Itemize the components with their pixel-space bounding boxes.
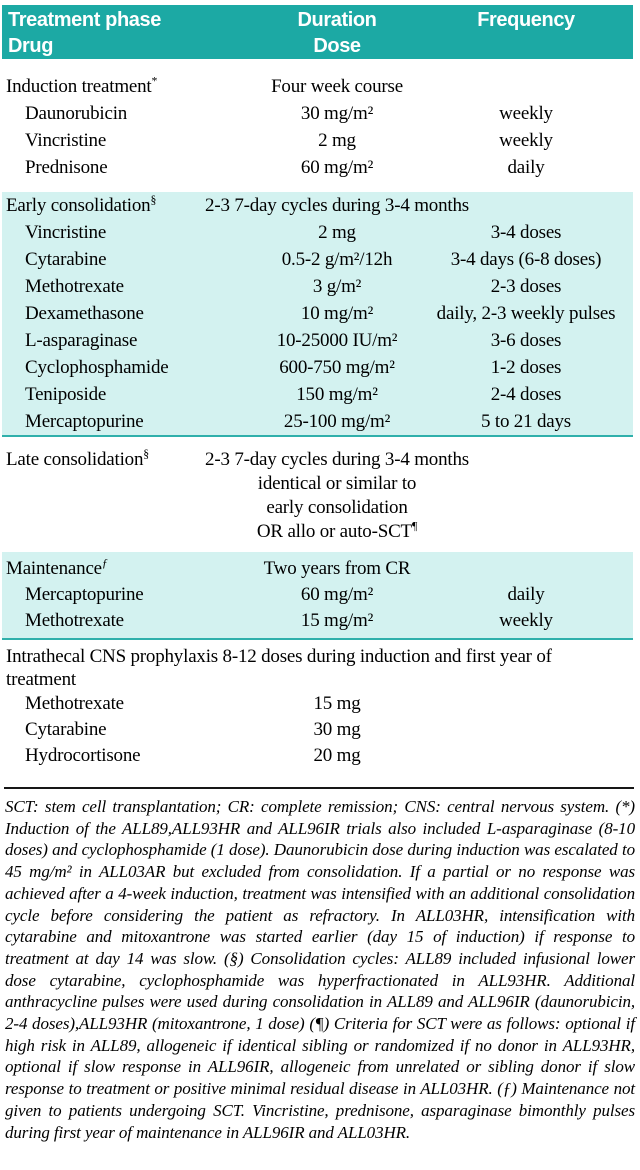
header-duration-label: Duration — [297, 9, 377, 31]
table-row — [2, 246, 633, 273]
frequency-value: 2-3 doses — [490, 276, 562, 297]
section-title — [6, 192, 156, 219]
frequency-value: 2-4 doses — [490, 384, 562, 405]
drug-name: L-asparaginase — [25, 330, 138, 351]
frequency-value: daily — [507, 584, 545, 605]
footnote-marker-f: ƒ — [101, 556, 108, 570]
table-row — [2, 381, 633, 408]
duration-line: early consolidation — [266, 497, 408, 518]
frequency-value: 3-4 doses — [490, 222, 562, 243]
section-late-consolidation — [2, 448, 633, 544]
table-row — [2, 219, 633, 246]
header-col3 — [412, 7, 640, 33]
header-treatment-phase-label: Treatment phase — [8, 9, 161, 31]
dose-value: 10 mg/m² — [300, 303, 374, 324]
footnote-text: SCT: stem cell transplantation; CR: complete remission; CNS: central nervous system. (*) Induction of the ALL89,ALL93HR and ALL96IR trials also included L-asparaginase (8-10 doses) and cyclophosphamide (1 dose). Daunorubicin dose during induction was escalated to 45 mg/m² in ALL03AR but excluded from consolidation. If a partial or no response was achieved after a 4-week induction, treatment was intensified with an additional consolidation cycle before considering the patient as refractory. In ALL03HR, intensification with cytarabine and mitoxantrone was started earlier (day 15 of induction) if response to treatment at day 14 was slow. (§) Consolidation cycles: ALL89 included infusional lower dose cytarabine, cyclophosphamide was hyperfractionated in ALL93HR. Additional anthracycline pulses were used during consolidation in ALL89 and ALL96IR (daunorubicin, 2-4 doses),ALL93HR (mitoxantrone, 1 dose) (¶) Criteria for SCT were as follows: optional if high risk in ALL89, allogeneic if identical sibling or randomized if no donor in ALL93HR, optional if slow response in ALL96IR, allogeneic from unrelated or sibling donor if slow response to treatment or positive minimal residual disease in ALL03HR. (ƒ) Maintenance not given to patients undergoing SCT. Vincristine, prednisone, asparaginase bimonthly pulses during first year of maintenance in ALL96IR and ALL03HR. — [5, 797, 635, 1142]
dose-value: 2 mg — [318, 222, 356, 243]
frequency-value: 5 to 21 days — [481, 411, 571, 432]
drug-name: Teniposide — [25, 384, 107, 405]
dose-value: 10-25000 IU/m² — [276, 330, 398, 351]
drug-name: Methotrexate — [25, 693, 124, 714]
section-induction — [2, 73, 633, 181]
drug-name: Cytarabine — [25, 719, 107, 740]
drug-name: Methotrexate — [25, 610, 124, 631]
table-row — [2, 100, 633, 127]
frequency-value: weekly — [499, 130, 553, 151]
header-col1 — [8, 7, 161, 59]
table-row — [2, 127, 633, 154]
drug-name: Mercaptopurine — [25, 411, 144, 432]
header-frequency-label: Frequency — [477, 9, 575, 31]
table-row — [2, 743, 633, 769]
section-title-row — [2, 192, 633, 219]
duration-line: identical or similar to — [257, 473, 417, 494]
drug-name: Vincristine — [25, 222, 107, 243]
header-drug-label: Drug — [8, 35, 54, 57]
drug-name: Cytarabine — [25, 249, 107, 270]
footnote-marker-asterisk: * — [151, 74, 158, 88]
table-row — [2, 300, 633, 327]
footnote-separator-rule — [4, 787, 634, 789]
dose-value: 25-100 mg/m² — [283, 411, 391, 432]
section-title-row — [2, 556, 633, 582]
header-dose-label: Dose — [313, 35, 361, 57]
duration-line — [182, 520, 492, 544]
section-title: Intrathecal CNS prophylaxis 8-12 doses during induction and first year of treatment — [6, 646, 552, 690]
frequency-value: 3-6 doses — [490, 330, 562, 351]
drug-name: Hydrocortisone — [25, 745, 141, 766]
section-title-text: Early consolidation — [6, 195, 151, 216]
footnote-marker-section-sign: § — [150, 193, 157, 207]
duration-line-text: OR allo or auto-SCT — [256, 521, 412, 542]
drug-name: Mercaptopurine — [25, 584, 144, 605]
drug-name: Prednisone — [25, 157, 108, 178]
dose-value: 15 mg/m² — [300, 610, 374, 631]
duration-value: 2-3 7-day cycles during 3-4 months — [205, 195, 469, 216]
dose-value: 2 mg — [318, 130, 356, 151]
table-row — [2, 582, 633, 608]
table-row — [2, 327, 633, 354]
section-early-consolidation — [2, 192, 633, 437]
section-title-text: Late consolidation — [6, 449, 144, 470]
section-title-text: Induction treatment — [6, 76, 152, 97]
section-title — [6, 448, 149, 472]
duration-line: 2-3 7-day cycles during 3-4 months — [205, 449, 469, 470]
frequency-value: weekly — [499, 610, 553, 631]
section-title-row — [2, 73, 633, 100]
drug-name: Daunorubicin — [25, 103, 128, 124]
table-row — [2, 354, 633, 381]
section-title — [6, 73, 157, 100]
drug-name: Methotrexate — [25, 276, 124, 297]
section-title — [6, 556, 108, 582]
section-maintenance — [2, 552, 633, 640]
table-row — [2, 154, 633, 181]
table-row — [2, 691, 633, 717]
dose-value: 60 mg/m² — [300, 157, 374, 178]
frequency-value: weekly — [499, 103, 553, 124]
drug-name: Vincristine — [25, 130, 107, 151]
duration-block — [182, 448, 492, 544]
dose-value: 30 mg/m² — [300, 103, 374, 124]
dose-value: 60 mg/m² — [300, 584, 374, 605]
table-header — [2, 5, 633, 59]
drug-name: Cyclophosphamide — [25, 357, 169, 378]
frequency-value: daily, 2-3 weekly pulses — [436, 303, 616, 324]
dose-value: 600-750 mg/m² — [279, 357, 395, 378]
section-intrathecal-prophylaxis — [2, 646, 633, 786]
dose-value: 150 mg/m² — [296, 384, 378, 405]
dose-value: 20 mg — [313, 745, 361, 766]
table-row — [2, 408, 633, 435]
duration-value: Two years from CR — [263, 558, 411, 579]
table-row — [2, 608, 633, 634]
table-row — [2, 273, 633, 300]
frequency-value: daily — [507, 157, 545, 178]
footnote-marker-pilcrow: ¶ — [411, 519, 418, 533]
dose-value: 0.5-2 g/m²/12h — [281, 249, 393, 270]
table-row — [2, 717, 633, 743]
frequency-value: 3-4 days (6-8 doses) — [450, 249, 602, 270]
duration-value: Four week course — [271, 76, 403, 97]
drug-name: Dexamethasone — [25, 303, 144, 324]
section-title-text: Maintenance — [6, 558, 102, 579]
dose-value: 3 g/m² — [312, 276, 362, 297]
frequency-value: 1-2 doses — [490, 357, 562, 378]
dose-value: 30 mg — [313, 719, 361, 740]
footnote-marker-section-sign: § — [143, 447, 149, 461]
dose-value: 15 mg — [313, 693, 361, 714]
